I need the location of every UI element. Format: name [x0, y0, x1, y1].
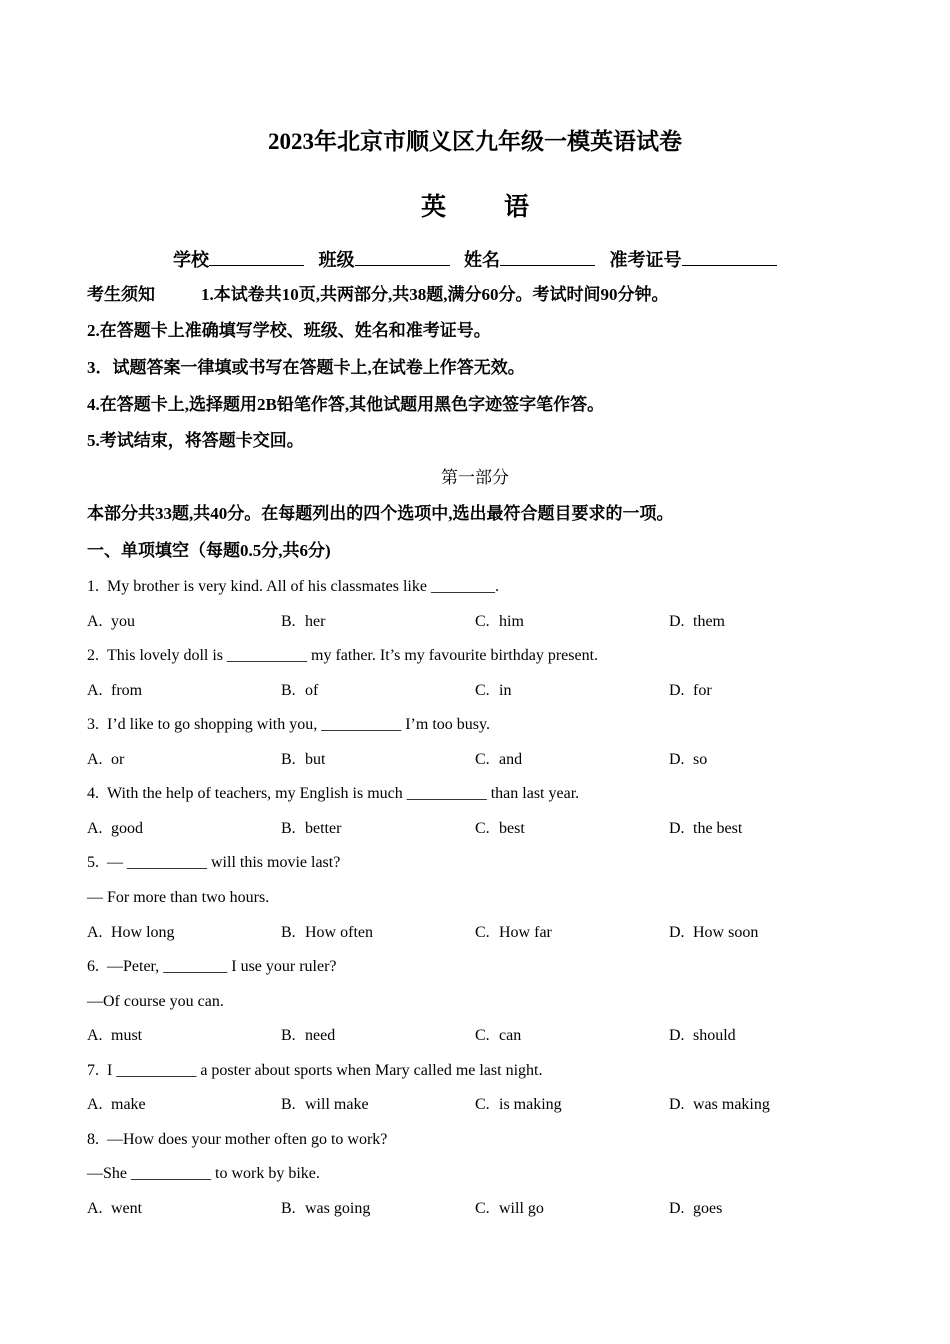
option-letter: A.: [87, 820, 103, 837]
name-label: 姓名: [464, 250, 500, 270]
option-text: How long: [111, 924, 175, 941]
option-b: [281, 1026, 335, 1046]
option-a: [87, 612, 135, 632]
option-text: How often: [305, 924, 373, 941]
option-c: [475, 923, 552, 943]
question-number: 3.: [87, 716, 99, 733]
option-b: [281, 750, 325, 770]
option-c: [475, 1026, 521, 1046]
option-letter: A.: [87, 682, 103, 699]
option-text: good: [111, 820, 143, 837]
option-letter: D.: [669, 1027, 685, 1044]
school-blank: [209, 247, 304, 266]
option-text: can: [499, 1027, 522, 1044]
question-stem: [87, 784, 579, 804]
question-number: 6.: [87, 958, 99, 975]
exam-id-label: 准考证号: [609, 250, 682, 270]
question-number: 2.: [87, 647, 99, 664]
option-text: will go: [499, 1200, 544, 1217]
question-stem: [87, 1130, 387, 1150]
option-letter: A.: [87, 751, 103, 768]
exam-title: 2023年北京市顺义区九年级一模英语试卷: [268, 129, 682, 154]
option-a: [87, 750, 124, 770]
option-text: from: [111, 682, 143, 699]
option-letter: D.: [669, 1200, 685, 1217]
option-letter: A.: [87, 1096, 103, 1113]
option-text: you: [111, 613, 135, 630]
option-letter: C.: [475, 682, 490, 699]
question-stem: [87, 646, 598, 666]
option-d: [669, 750, 707, 770]
option-letter: D.: [669, 1096, 685, 1113]
option-c: [475, 1199, 544, 1219]
option-text: was going: [305, 1200, 371, 1217]
option-text: better: [305, 820, 342, 837]
option-letter: C.: [475, 924, 490, 941]
class-blank: [355, 247, 450, 266]
option-text: went: [111, 1200, 143, 1217]
option-letter: B.: [281, 751, 296, 768]
option-c: [475, 750, 522, 770]
option-c: [475, 681, 511, 701]
question-number: 1.: [87, 578, 99, 595]
option-text: was making: [693, 1096, 770, 1113]
option-b: [281, 612, 325, 632]
option-letter: B.: [281, 1027, 296, 1044]
option-letter: A.: [87, 1200, 103, 1217]
option-text: for: [693, 682, 712, 699]
option-text: How far: [499, 924, 552, 941]
option-text: in: [499, 682, 512, 699]
option-c: [475, 612, 524, 632]
option-letter: A.: [87, 1027, 103, 1044]
school-label: 学校: [173, 250, 209, 270]
option-a: [87, 819, 143, 839]
option-d: [669, 923, 758, 943]
option-text: should: [693, 1027, 736, 1044]
option-d: [669, 681, 712, 701]
option-c: [475, 819, 525, 839]
option-text: must: [111, 1027, 143, 1044]
question-text: I’d like to go shopping with you, __________ I’m too busy.: [107, 716, 490, 733]
section-title: 一、单项填空（每题0.5分,共6分): [87, 541, 331, 560]
notice-item: 3．试题答案一律填或书写在答题卡上,在试卷上作答无效。: [87, 358, 525, 377]
option-letter: C.: [475, 1200, 490, 1217]
subject-title-char-2: 语: [504, 194, 530, 221]
question-stem: [87, 853, 340, 873]
part-heading: 第一部分: [441, 468, 509, 487]
option-text: so: [693, 751, 708, 768]
option-text: will make: [305, 1096, 369, 1113]
option-c: [475, 1095, 562, 1115]
option-letter: C.: [475, 820, 490, 837]
notice-line-1: [87, 284, 669, 306]
option-text: is making: [499, 1096, 562, 1113]
question-stem: [87, 577, 499, 597]
notice-item: 1.本试卷共10页,共两部分,共38题,满分60分。考试时间90分钟。: [201, 285, 669, 304]
option-text: or: [111, 751, 125, 768]
question-text: I __________ a poster about sports when Mary called me last night.: [107, 1062, 543, 1079]
option-d: [669, 612, 725, 632]
option-letter: B.: [281, 682, 296, 699]
option-letter: C.: [475, 1027, 490, 1044]
question-number: 7.: [87, 1062, 99, 1079]
option-letter: D.: [669, 751, 685, 768]
subject-title-char-1: 英: [420, 194, 446, 221]
option-text: the best: [693, 820, 743, 837]
option-d: [669, 1199, 722, 1219]
option-letter: D.: [669, 924, 685, 941]
option-text: him: [499, 613, 524, 630]
option-text: of: [305, 682, 319, 699]
option-a: [87, 1026, 142, 1046]
option-text: How soon: [693, 924, 759, 941]
notice-item: 4.在答题卡上,选择题用2B铅笔作答,其他试题用黑色字迹签字笔作答。: [87, 395, 605, 414]
option-text: but: [305, 751, 326, 768]
option-text: and: [499, 751, 523, 768]
option-a: [87, 1199, 142, 1219]
option-letter: B.: [281, 613, 296, 630]
option-letter: B.: [281, 820, 296, 837]
option-letter: D.: [669, 820, 685, 837]
option-a: [87, 1095, 146, 1115]
option-letter: B.: [281, 924, 296, 941]
question-text: —How does your mother often go to work?: [107, 1131, 388, 1148]
exam-id-blank: [682, 247, 777, 266]
question-dialogue-line: — For more than two hours.: [87, 889, 270, 906]
question-text: —Peter, ________ I use your ruler?: [107, 958, 337, 975]
option-letter: B.: [281, 1200, 296, 1217]
question-text: My brother is very kind. All of his classmates like ________.: [107, 578, 499, 595]
option-d: [669, 819, 742, 839]
option-letter: C.: [475, 751, 490, 768]
option-a: [87, 923, 175, 943]
option-letter: D.: [669, 682, 685, 699]
notice-label: 考生须知: [87, 285, 155, 304]
option-letter: B.: [281, 1096, 296, 1113]
student-info-row: [173, 247, 787, 272]
question-stem: [87, 957, 337, 977]
option-d: [669, 1026, 736, 1046]
question-text: With the help of teachers, my English is much __________ than last year.: [107, 785, 580, 802]
option-letter: C.: [475, 613, 490, 630]
option-b: [281, 681, 318, 701]
option-letter: C.: [475, 1096, 490, 1113]
question-dialogue-line: —Of course you can.: [87, 993, 224, 1010]
question-number: 8.: [87, 1131, 99, 1148]
question-dialogue-line: —She __________ to work by bike.: [87, 1165, 320, 1182]
part-description: 本部分共33题,共40分。在每题列出的四个选项中,选出最符合题目要求的一项。: [87, 504, 674, 523]
option-b: [281, 819, 341, 839]
option-text: need: [305, 1027, 336, 1044]
question-text: — __________ will this movie last?: [107, 854, 341, 871]
option-text: goes: [693, 1200, 723, 1217]
option-b: [281, 1095, 369, 1115]
option-text: them: [693, 613, 725, 630]
option-text: make: [111, 1096, 146, 1113]
question-text: This lovely doll is __________ my father. It’s my favourite birthday present.: [107, 647, 599, 664]
class-label: 班级: [318, 250, 355, 270]
question-number: 4.: [87, 785, 99, 802]
option-text: her: [305, 613, 326, 630]
subject-title: [0, 193, 950, 223]
option-b: [281, 1199, 370, 1219]
option-letter: D.: [669, 613, 685, 630]
option-a: [87, 681, 142, 701]
question-stem: [87, 1061, 542, 1081]
notice-item: 2.在答题卡上准确填写学校、班级、姓名和准考证号。: [87, 321, 491, 340]
option-text: best: [499, 820, 525, 837]
option-b: [281, 923, 373, 943]
option-letter: A.: [87, 613, 103, 630]
option-d: [669, 1095, 770, 1115]
question-number: 5.: [87, 854, 99, 871]
question-stem: [87, 715, 490, 735]
notice-item: 5.考试结束，将答题卡交回。: [87, 431, 304, 450]
name-blank: [500, 247, 595, 266]
option-letter: A.: [87, 924, 103, 941]
